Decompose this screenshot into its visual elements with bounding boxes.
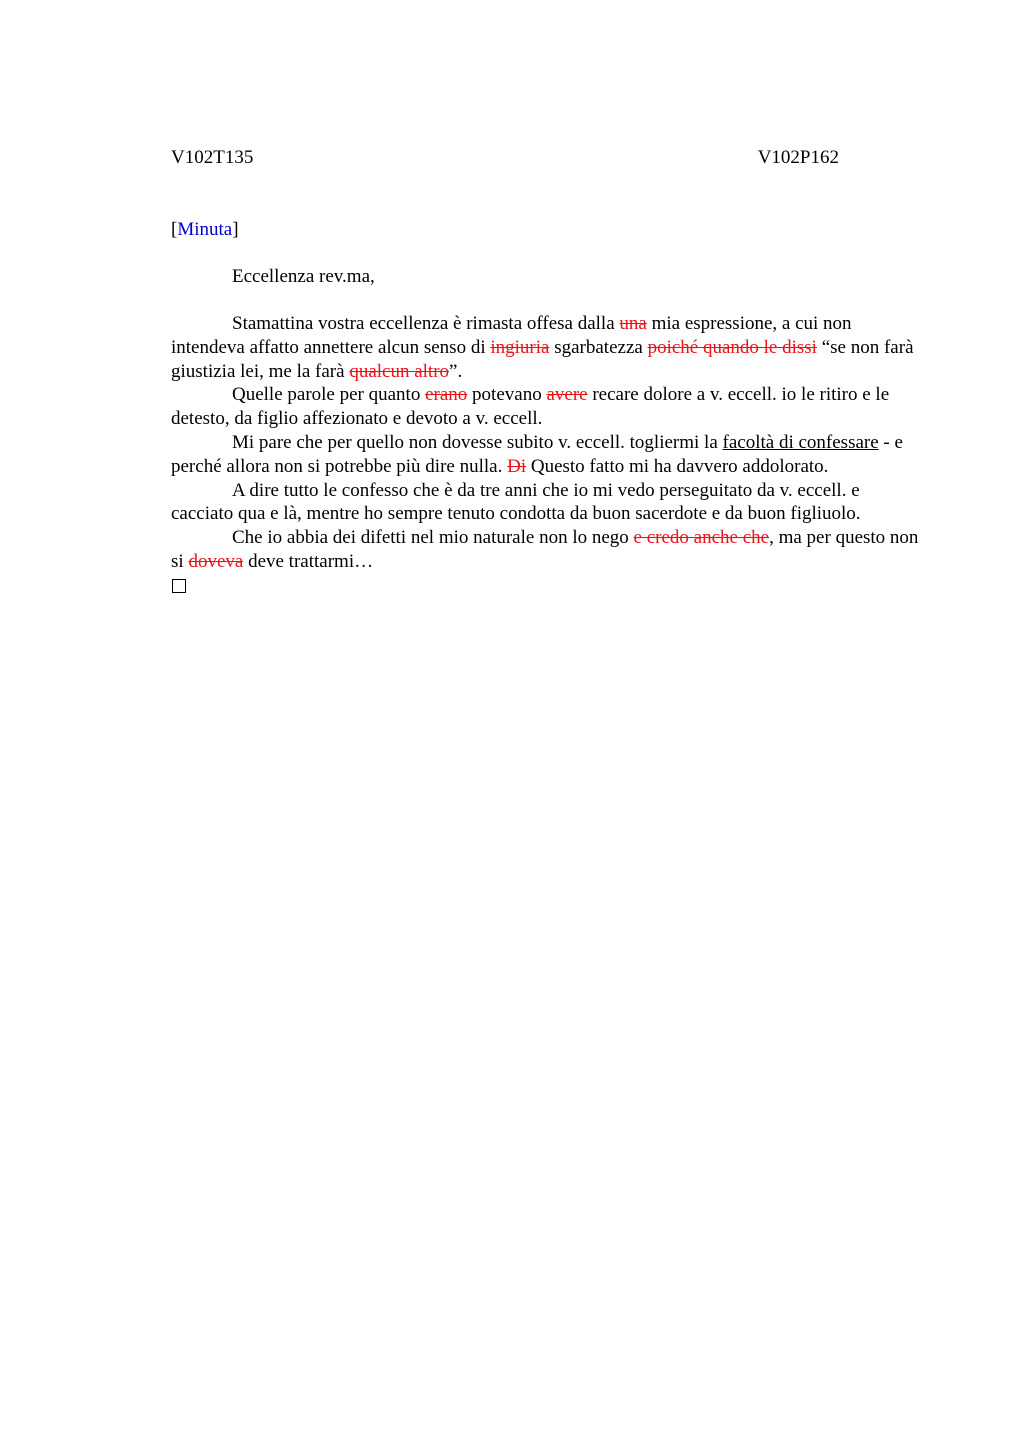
salutation: Eccellenza rev.ma, — [232, 266, 375, 287]
deleted-text: una — [619, 313, 647, 334]
text-run: Questo fatto mi ha davvero addolorato. — [526, 455, 829, 477]
deleted-text: doveva — [188, 550, 244, 572]
text-run: Stamattina vostra eccellenza è rimasta offesa dalla — [232, 313, 620, 334]
deleted-text: ingiuria — [490, 336, 550, 358]
deleted-text: e credo anche che — [633, 527, 770, 549]
deleted-text: avere — [546, 384, 588, 406]
deleted-text: Di — [507, 455, 527, 477]
text-run: Quelle parole per quanto — [232, 384, 426, 406]
deleted-text: poiché quando le dissi — [647, 336, 817, 358]
text-run: , ma per questo non si — [171, 527, 919, 572]
text-run: ”. — [449, 360, 463, 382]
text-run: sgarbatezza — [549, 336, 648, 358]
paragraph-4 — [171, 479, 923, 527]
text-run: A dire tutto le confesso che è da tre anni che io mi vedo perseguitato da v. eccell. e cacciato qua e là, mentre ho sempre tenuto condotta da buon sacerdote e da buon figliuolo. — [171, 479, 861, 525]
left-reference-code: V102T135 — [171, 147, 254, 168]
deleted-text: erano — [425, 384, 468, 406]
deleted-text: qualcun altro — [349, 360, 450, 382]
paragraph-3 — [171, 431, 923, 479]
minuta-label: Minuta — [177, 219, 233, 240]
text-run: Mi pare che per quello non dovesse subito v. eccell. togliermi la — [232, 431, 723, 453]
letter-body — [171, 312, 923, 593]
document-page — [171, 0, 923, 1450]
text-run: mia espressione, a cui non intendeva affatto annettere alcun senso di — [171, 313, 852, 358]
empty-checkbox-icon — [172, 579, 186, 593]
text-run: “se non farà giustizia lei, me la farà — [171, 336, 914, 382]
right-reference-code: V102P162 — [757, 147, 839, 168]
text-run: - e perché allora non si potrebbe più dire nulla. — [171, 431, 903, 477]
text-run: deve trattarmi… — [243, 550, 374, 572]
paragraph-5 — [171, 526, 923, 574]
label-close-bracket: ] — [232, 219, 239, 240]
underlined-text: facoltà di confessare — [722, 431, 879, 453]
paragraph-2 — [171, 383, 923, 431]
paragraph-1 — [171, 312, 923, 383]
text-run: Che io abbia dei difetti nel mio naturale non lo nego — [232, 527, 634, 549]
document-label — [171, 218, 239, 242]
text-run: recare dolore a v. eccell. io le ritiro e le detesto, da figlio affezionato e devoto a v. eccell. — [171, 384, 890, 430]
label-open-bracket: [ — [171, 219, 178, 240]
text-run: potevano — [467, 384, 547, 406]
